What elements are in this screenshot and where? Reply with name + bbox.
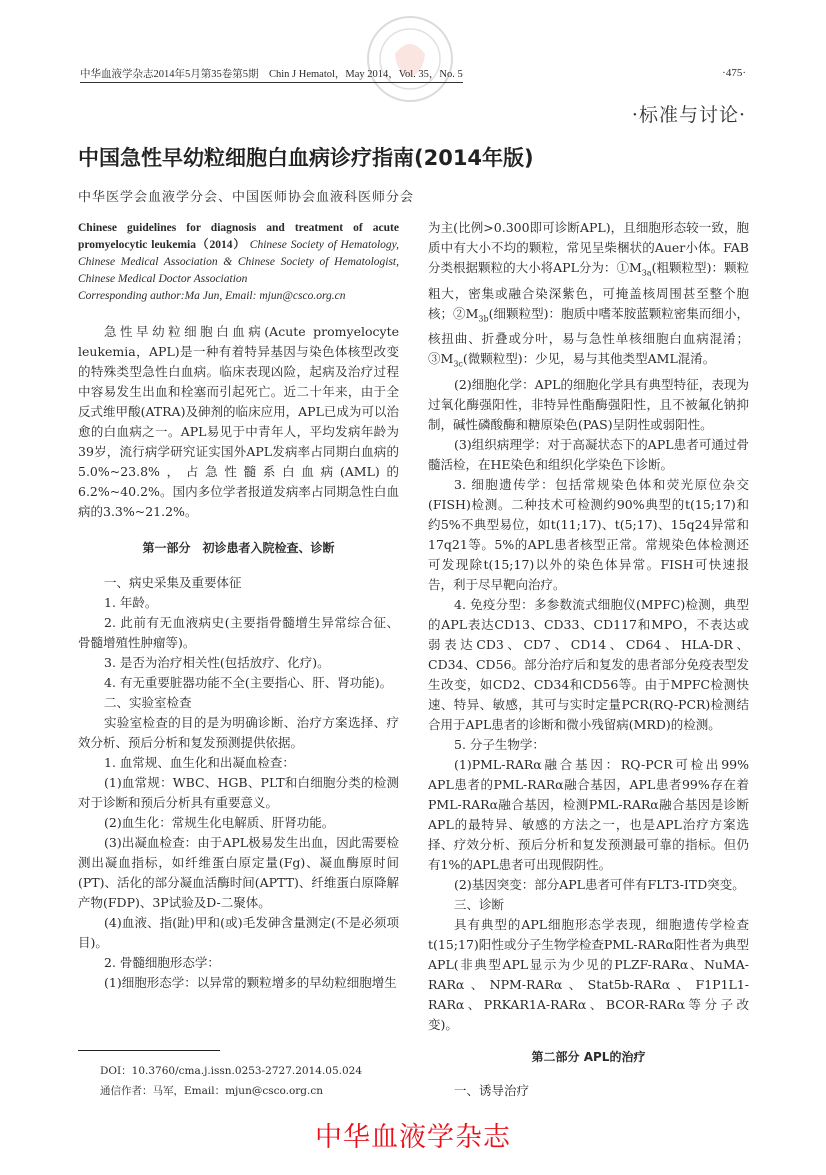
paragraph: (4)血液、指(趾)甲和(或)毛发砷含量测定(不是必须项目)。 [78, 915, 399, 950]
paragraph: (1)细胞形态学：以异常的颗粒增多的早幼粒细胞增生 [104, 975, 397, 990]
paragraph: (1)血常规：WBC、HGB、PLT和白细胞分类的检测对于诊断和预后分析具有重要意义。 [78, 775, 399, 810]
subscript: 3a [641, 268, 652, 278]
paragraph: 1. 年龄。 [104, 595, 158, 610]
article-authors: 中华医学会血液学分会、中国医师协会血液科医师分会 [78, 190, 415, 205]
right-column [428, 218, 749, 1101]
english-title: Chinese guidelines for diagnosis and treatment of acute promyelocytic leukemia（2014） [78, 222, 399, 251]
english-authors: Chinese Society of Hematology, Chinese Medical Association & Chinese Society of Hematologist, Chinese Medical Doctor Association [78, 239, 400, 285]
left-column [78, 218, 399, 1101]
corresponding-footnote: 通信作者：马军，Email：mjun@csco.org.cn [100, 1084, 324, 1097]
column-tag: ·标准与讨论· [631, 104, 746, 126]
paragraph: 一、病史采集及重要体征 [104, 575, 242, 590]
english-corresponding-author: Corresponding author:Ma Jun, Email: mjun@csco.org.cn [78, 290, 346, 302]
text-span: 为主(比例>0.300即可诊断APL)，且细胞形态较一致，胞质中有大小不均的颗粒，常见呈柴梱状的Auer小体。FAB分类根据颗粒的大小将APL分为：①M [428, 220, 749, 275]
paragraph: 三、诊断 [454, 896, 505, 912]
footnote-divider [78, 1050, 220, 1051]
paragraph-morphology-continued [428, 218, 749, 375]
paragraph: (1)PML-RARα融合基因：RQ-PCR可检出99% APL患者的PML-RARα融合基因，APL患者99%存在着PML-RARα融合基因，检测PML-RARα融合基因是诊断APL的最特异、敏感的方法之一，也是APL治疗方案选择、疗效分析、预后分析和复发预测最可靠的指标。但仍有1%的APL患者可出现假阴性。 [428, 756, 749, 872]
journal-running-header: 中华血液学杂志2014年5月第35卷第5期 Chin J Hematol，May 2014，Vol. 35，No. 5 [80, 66, 463, 83]
english-abstract-block [78, 220, 399, 305]
journal-brand-footer: 中华血液学杂志 [315, 1121, 511, 1153]
paragraph: 4. 免疫分型：多参数流式细胞仪(MPFC)检测，典型的APL表达CD13、CD33、CD117和MPO，不表达或弱表达CD3、CD7、CD14、CD64、HLA-DR、CD34、CD56。部分治疗后和复发的患者部分免疫表型发生改变，如CD2、CD34和CD56等。由于MPFC检测快速、特异、敏感，其可与实时定量PCR(RQ-PCR)检测结合用于APL患者的诊断和微小残留病(MRD)的检测。 [428, 596, 749, 732]
subscript: 3c [453, 359, 463, 369]
part2-heading: 第二部分 APL的治疗 [531, 1049, 646, 1064]
paragraph: 3. 细胞遗传学：包括常规染色体和荧光原位杂交(FISH)检测。二种技术可检测约90%典型的t(15;17)和约5%不典型易位，如t(11;17)、t(5;17)、15q24异常和17q21等。5%的APL患者核型正常。常规染色体检测还可发现除t(15;17)以外的染色体异常。FISH可快速报告，利于尽早靶向治疗。 [428, 476, 749, 592]
intro-paragraph: 急性早幼粒细胞白血病(Acute promyelocyte leukemia，APL)是一种有着特异基因与染色体核型改变的特殊类型急性白血病。临床表现凶险，起病及治疗过程中容易发生出血和栓塞而引起死亡。近二十年来，由于全反式维甲酸(ATRA)及砷剂的临床应用，APL已成为可以治愈的白血病之一。APL易见于中青年人，平均发病年龄为39岁，流行病学研究证实国外APL发病率占同期白血病的5.0%~23.8%，占急性髓系白血病(AML)的6.2%~40.2%。国内多位学者报道发病率占同期急性白血病的3.3%~21.2%。 [78, 324, 399, 519]
paragraph: 2. 此前有无血液病史(主要指骨髓增生异常综合征、骨髓增殖性肿瘤等)。 [78, 615, 399, 650]
text-span: (粗颗粒型)：颗粒粗大，密集或融合染深紫色，可掩盖核周围甚至整个胞核；②M [428, 260, 749, 321]
doi-footnote: DOI：10.3760/cma.j.issn.0253-2727.2014.05.024 [100, 1064, 363, 1077]
subscript: 3b [478, 314, 489, 323]
paragraph: (3)组织病理学：对于高凝状态下的APL患者可通过骨髓活检，在HE染色和组织化学染色下诊断。 [428, 436, 749, 472]
text-span: (细颗粒型)：胞质中嗜苯胺蓝颗粒密集而细小，核扭曲、折叠或分叶，易与急性单核细胞白血病混淆；③M [428, 305, 749, 366]
paragraph: 3. 是否为治疗相关性(包括放疗、化疗)。 [104, 655, 330, 670]
text-span: (微颗粒型)：少见，易与其他类型AML混淆。 [462, 351, 716, 366]
two-column-row [78, 218, 749, 1101]
part1-heading: 第一部分 初诊患者入院检查、诊断 [142, 541, 335, 555]
paragraph: (2)基因突变：部分APL患者可伴有FLT3-ITD突变。 [454, 876, 745, 892]
paragraph: 2. 骨髓细胞形态学： [104, 955, 220, 970]
association-seal-watermark [365, 14, 455, 104]
paragraph: 一、诱导治疗 [454, 1082, 530, 1098]
page-number: ·475· [722, 67, 746, 79]
paragraph: 二、实验室检查 [104, 695, 192, 710]
paragraph: (3)出凝血检查：由于APL极易发生出血，因此需要检测出凝血指标，如纤维蛋白原定量(Fg)、凝血酶原时间(PT)、活化的部分凝血活酶时间(APTT)、纤维蛋白原降解产物(FDP)、3P试验及D-二聚体。 [78, 835, 399, 910]
article-title: 中国急性早幼粒细胞白血病诊疗指南(2014年版) [78, 146, 534, 170]
paragraph: 实验室检查的目的是为明确诊断、治疗方案选择、疗效分析、预后分析和复发预测提供依据。 [78, 715, 399, 750]
paragraph: (2)血生化：常规生化电解质、肝肾功能。 [104, 815, 335, 830]
paragraph: 具有典型的APL细胞形态学表现，细胞遗传学检查t(15;17)阳性或分子生物学检查PML-RARα阳性者为典型APL(非典型APL显示为少见的PLZF-RARα、NuMA-RARα、NPM-RARα、Stat5b-RARα、F1P1L1-RARα、PRKAR1A-RARα、BCOR-RARα等分子改变)。 [428, 916, 749, 1032]
paragraph: 5. 分子生物学： [454, 736, 545, 752]
footnote-area [78, 1038, 399, 1101]
paragraph: (2)细胞化学：APL的细胞化学具有典型特征，表现为过氧化酶强阳性，非特异性酯酶强阳性，且不被氟化钠抑制，碱性磷酸酶和糖原染色(PAS)呈阴性或弱阳性。 [428, 376, 749, 432]
paragraph: 4. 有无重要脏器功能不全(主要指心、肝、肾功能)。 [104, 675, 393, 690]
paragraph: 1. 血常规、血生化和出凝血检查： [104, 755, 295, 770]
